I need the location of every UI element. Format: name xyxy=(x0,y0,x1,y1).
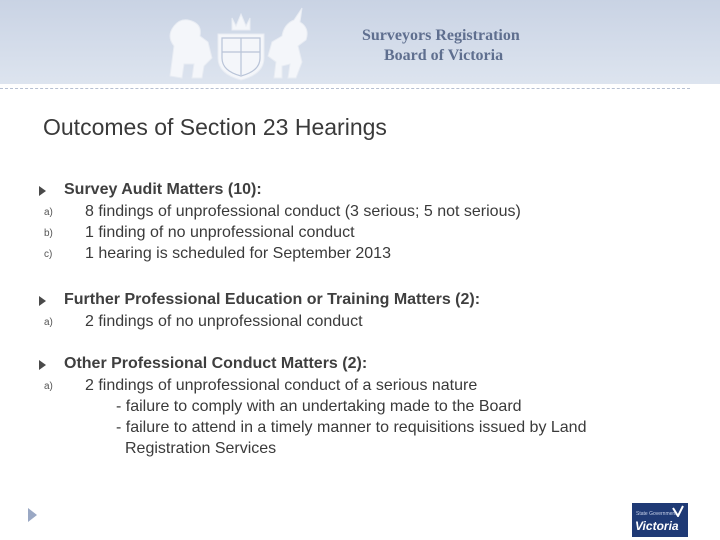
list-marker: a) xyxy=(44,381,53,392)
sub-item-text: Registration Services xyxy=(125,440,277,457)
list-item xyxy=(0,377,700,398)
section-heading-row xyxy=(0,355,700,377)
list-item-text: 2 findings of unprofessional conduct of a serious nature xyxy=(85,377,478,394)
org-name xyxy=(362,26,552,66)
header-divider xyxy=(0,88,690,89)
list-marker: a) xyxy=(44,317,53,328)
bullet-arrow-icon xyxy=(39,186,46,196)
sub-item xyxy=(0,398,700,419)
section-heading: Other Professional Conduct Matters (2): xyxy=(64,355,368,372)
sub-item xyxy=(0,419,700,440)
coat-of-arms-logo xyxy=(152,6,332,82)
bullet-arrow-icon xyxy=(39,360,46,370)
victoria-government-logo xyxy=(632,503,688,537)
list-item xyxy=(0,203,700,224)
list-item-text: 1 finding of no unprofessional conduct xyxy=(85,224,355,241)
section-other-conduct xyxy=(0,355,700,461)
section-heading: Survey Audit Matters (10): xyxy=(64,181,262,198)
section-heading-row xyxy=(0,291,700,313)
list-item xyxy=(0,245,700,266)
section-further-education xyxy=(0,291,700,334)
sub-item-text: - failure to attend in a timely manner to requisitions issued by Land xyxy=(116,419,587,436)
list-item-text: 2 findings of no unprofessional conduct xyxy=(85,313,363,330)
checkmark-icon xyxy=(672,505,684,517)
list-marker: b) xyxy=(44,228,53,239)
list-marker: c) xyxy=(44,249,53,260)
org-name-line1: Surveyors Registration xyxy=(362,27,520,44)
bullet-arrow-icon xyxy=(39,296,46,306)
sub-item-text: - failure to comply with an undertaking made to the Board xyxy=(116,398,522,415)
section-heading-row xyxy=(0,181,700,203)
list-item xyxy=(0,313,700,334)
list-item-text: 8 findings of unprofessional conduct (3 serious; 5 not serious) xyxy=(85,203,521,220)
list-item-text: 1 hearing is scheduled for September 2013 xyxy=(85,245,391,262)
section-survey-audit xyxy=(0,181,700,266)
list-marker: a) xyxy=(44,207,53,218)
section-heading: Further Professional Education or Training Matters (2): xyxy=(64,291,481,308)
sub-item xyxy=(0,440,700,461)
logo-wordmark: Victoria xyxy=(635,519,679,533)
header-banner xyxy=(0,0,720,84)
logo-tagline: State Government xyxy=(636,511,677,517)
page-title: Outcomes of Section 23 Hearings xyxy=(43,114,387,140)
org-name-line2: Board of Victoria xyxy=(384,47,504,64)
list-item xyxy=(0,224,700,245)
slide-nav-arrow-icon xyxy=(28,508,37,522)
